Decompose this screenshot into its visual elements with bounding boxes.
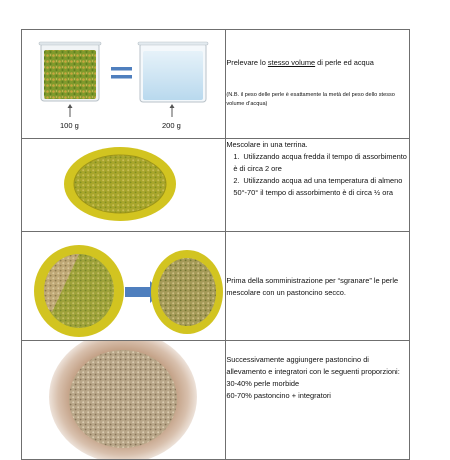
step-1-text-cell bbox=[226, 30, 410, 139]
step-row-3 bbox=[22, 232, 410, 341]
instruction-table bbox=[21, 29, 410, 460]
step-4-instruction: Successivamente aggiungere pastoncino di allevamento e integratori con le seguenti proporzioni: bbox=[226, 355, 400, 376]
proportion-pastoncino: 60-70% pastoncino + integratori bbox=[226, 390, 331, 400]
step-row-2 bbox=[22, 139, 410, 232]
step-2-item-1: 1. Utilizzando acqua fredda il tempo di assorbimento è di circa 2 ore bbox=[233, 151, 407, 173]
final-mix-photo bbox=[22, 341, 226, 459]
step-2-image-cell bbox=[22, 139, 226, 232]
step-4-image-cell bbox=[22, 341, 226, 460]
step-row-4 bbox=[22, 341, 410, 460]
arrow-up-icon bbox=[170, 104, 175, 117]
step-2-item-2: 2. Utilizzando acqua ad una temperatura di almeno 50°-70° il tempo di assorbimento è di circa ½ ora bbox=[233, 175, 403, 197]
step-3-image-cell bbox=[22, 232, 226, 341]
step-2-text-cell bbox=[226, 139, 410, 232]
step-2-intro: Mescolare in una terrina. bbox=[226, 140, 308, 149]
beakers-illustration bbox=[22, 30, 226, 138]
step-3-text-cell bbox=[226, 232, 410, 341]
arrow-up-icon bbox=[68, 104, 73, 117]
pearl-beaker bbox=[39, 42, 101, 101]
proportion-soft-pearls: 30-40% perle morbide bbox=[226, 378, 300, 388]
left-weight-caption: 100 g bbox=[60, 121, 79, 130]
bowl-soaking-photo bbox=[22, 139, 226, 231]
equals-sign-icon bbox=[111, 67, 132, 79]
step-4-text-cell bbox=[226, 341, 410, 460]
step-row-1 bbox=[22, 30, 410, 139]
bowls-mixing-photo bbox=[22, 232, 226, 340]
step-1-image-cell bbox=[22, 30, 226, 139]
water-beaker bbox=[138, 42, 208, 102]
right-weight-caption: 200 g bbox=[162, 121, 181, 130]
weight-note: (N.B. il peso delle perle è esattamente la metà del peso dello stesso volume d’acqua) bbox=[226, 91, 395, 107]
step-1-instruction: Prelevare lo stesso volume di perle ed acqua bbox=[226, 58, 374, 67]
step-3-instruction: Prima della somministrazione per “sgranare” le perle mescolare con un pastoncino secco. bbox=[226, 276, 399, 297]
